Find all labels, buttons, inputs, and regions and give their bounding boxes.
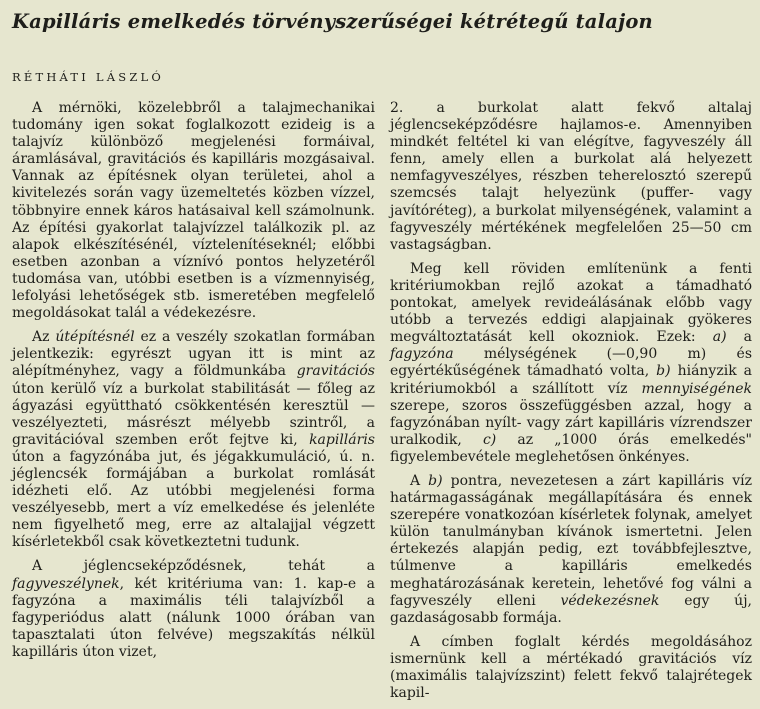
right-column	[390, 100, 752, 709]
article-author: RÉTHÁTI LÁSZLÓ	[12, 70, 164, 84]
italic-term: a)	[712, 329, 727, 346]
italic-term: c)	[482, 431, 497, 448]
paragraph	[390, 634, 752, 702]
text-run: A jéglencseképződésnek, tehát a	[32, 558, 375, 575]
italic-term: b)	[428, 472, 443, 489]
text-run: , két kritériuma van: 1. kap-e a fagyzóna a maximális téli talajvízből a fagyperiódus alatt (nálunk 1000 órában van tapasztalati úton felvéve) megszakítás nélkül kapilláris úton vizet,	[12, 575, 375, 660]
italic-term: fagyzóna	[390, 346, 454, 363]
text-run: A címben foglalt kérdés megoldásához ismernünk kell a mértékadó gravitációs víz (maximális talajvízszint) felett fekvő talajrétegek kapil-	[390, 633, 752, 702]
italic-term: b)	[656, 363, 671, 380]
italic-term: fagyveszélynek	[12, 575, 120, 592]
paragraph	[390, 261, 752, 466]
text-run: ez a veszély szokatlan formában jelentkezik: egyrészt ugyan itt is mint az alépítményhez, vagy a földmunkába	[12, 329, 375, 380]
text-run: Meg kell röviden említenünk a fenti kritériumokban rejlő azokat a támadható pontokat, amelyek revideálásának előbb vagy utóbb a tervezés eddigi alapjainak gyökeres megváltoztatását kell okozniok. Ezek:	[390, 260, 752, 346]
text-run: szerepe, szoros összefüggésben azzal, hogy a fagyzónában nyílt- vagy zárt kapilláris vízrendszer uralkodik,	[390, 397, 752, 448]
text-run: hiányzik a kritériumokból a szállított víz	[390, 363, 752, 397]
text-run: az „1000 órás emelkedés" figyelembevétele meglehetősen önkényes.	[390, 431, 752, 465]
text-run: a	[726, 329, 753, 346]
text-run: mélységének (—0,90 m) és egyértékűségének támadható volta,	[390, 346, 752, 380]
paragraph	[390, 473, 752, 627]
text-run: A mérnöki, közelebbről a talajmechanikai tudomány igen sokat foglalkozott ezideig is a talajvíz különböző megjelenési formáival, áramlásával, gravitációs és kapilláris mozgásaival. Vannak az építésnek olyan területei, ahol a kivitelezés során vagy üzemeltetés közben vízzel, többnyire ennek káros hatásaival kell számolnunk. Az építési gyakorlat talajvízzel találkozik pl. az alapok elkészítésénél, víztelenítéseknél; előbbi esetben azonban a víznívó pontos helyzetéről tudomása van, utóbbi esetben is a vízmennyiség, lefolyási lehetőségek stb. ismeretében megfelelő megoldásokat talál a védekezésre.	[12, 100, 375, 322]
text-run: úton kerülő víz a burkolat stabilitását — főleg az ágyazási együttható csökkentésén keresztül — veszélyezteti, másrészt mélyebb szintről, a gravitációval szemben erőt fejtve ki,	[12, 380, 375, 448]
italic-term: útépítésnél	[55, 329, 135, 346]
text-run: úton a fagyzónába jut, és jégakkumuláció, ú. n. jéglencsék formájában a burkolat romlását idézheti elő. Az utóbbi megjelenési forma veszélyesebb, mert a víz emelkedése és jelenléte nem figyelhető meg, erre az altalajjal végzett kísérletekből csak következtetni tudunk.	[12, 448, 375, 551]
left-column	[12, 100, 375, 668]
italic-term: gravitációs	[296, 363, 375, 380]
text-run: Az	[32, 329, 56, 346]
text-run: 2. a burkolat alatt fekvő altalaj jéglencseképződésre hajlamos-e. Amennyiben mindkét feltétel ki van elégítve, fagyveszély áll fenn, amely ellen a burkolat alá helyezett nemfagyveszélyes, részben teherelosztó szerepű szemcsés talajt helyezünk (puffer- vagy javítóréteg), a burkolat milyenségének, valamint a fagyveszély mértékének megfelelően 25—50 cm vastagságban.	[390, 100, 752, 253]
article-title: Kapilláris emelkedés törvényszerűségei kétrétegű talajon	[12, 10, 653, 33]
paragraph	[12, 558, 375, 661]
text-run: pontra, nevezetesen a zárt kapilláris víz határmagasságának megállapítására és ennek szerepére vonatkozóan kísérletek folynak, amelyet külön tanulmányban kívánok ismertetni. Jelen értekezés alapján pedig, ezt továbbfejlesztve, túlmenve a kapilláris emelkedés meghatározásának keretein, lehetővé fog válni a fagyveszély elleni	[390, 472, 752, 609]
italic-term: védekezésnek	[560, 592, 660, 609]
paragraph	[390, 100, 752, 254]
paragraph	[12, 329, 375, 551]
paragraph	[12, 100, 375, 322]
italic-term: kapilláris	[309, 431, 375, 448]
text-run: A	[410, 472, 429, 489]
text-run: egy új, gazdaságosabb formája.	[390, 592, 752, 626]
italic-term: mennyiségének	[641, 380, 752, 397]
